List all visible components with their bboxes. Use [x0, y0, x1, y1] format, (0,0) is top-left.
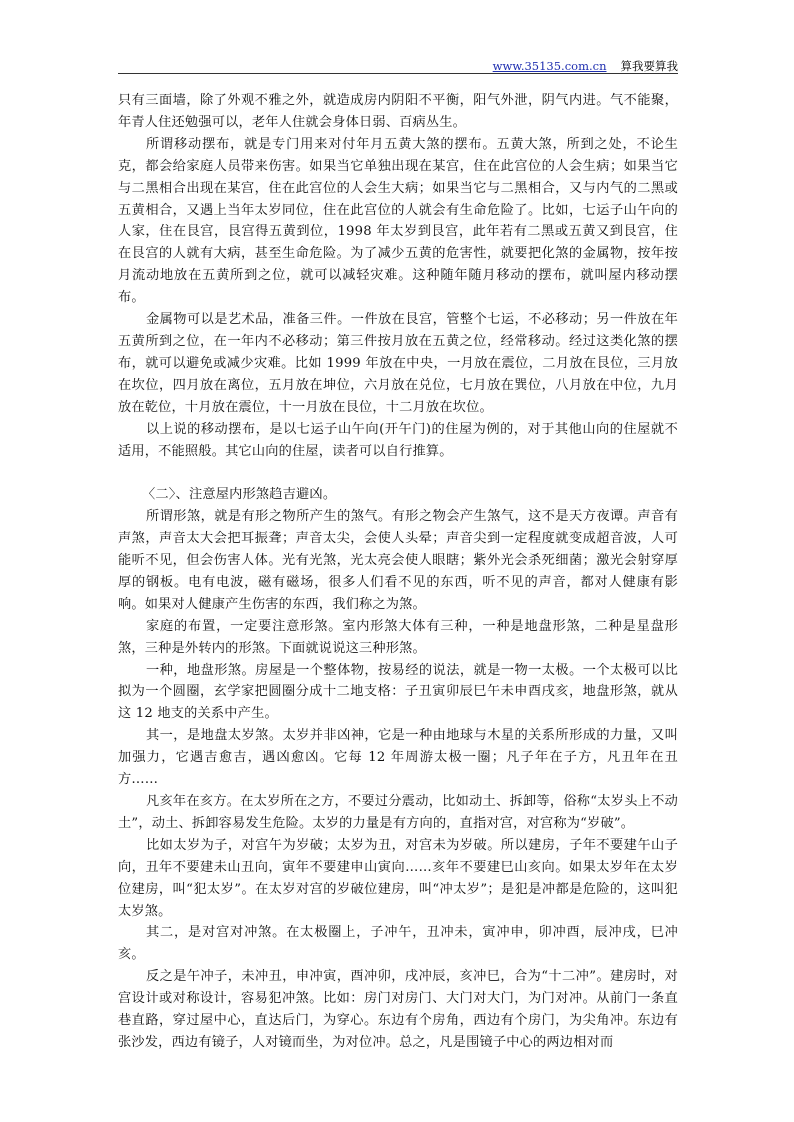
paragraph: 一种，地盘形煞。房屋是一个整体物，按易经的说法，就是一物一太极。一个太极可以比拟为一个圆圈，玄学家把圆圈分成十二地支格：子丑寅卯辰巳午未申酉戌亥，地盘形煞，就从这 12 地支的关系中产生。: [118, 662, 678, 722]
paragraph: 家庭的布置，一定要注意形煞。室内形煞大体有三种，一种是地盘形煞，二种是星盘形煞，三种是外转内的形煞。下面就说说这三种形煞。: [118, 618, 678, 656]
paragraph: 所谓形煞，就是有形之物所产生的煞气。有形之物会产生煞气，这不是天方夜谭。声音有声煞，声音太大会把耳振聋；声音太尖，会使人头晕；声音尖到一定程度就变成超音波，人可能听不见，但会伤害人体。光有光煞，光太亮会使人眼瞎；紫外光会杀死细菌；激光会射穿厚厚的钢板。电有电波，磁有磁场，很多人们看不见的东西，听不见的声音，都对人健康有影响。如果对人健康产生伤害的东西，我们称之为煞。: [118, 509, 678, 612]
paragraph: 其二，是对宫对冲煞。在太极圈上，子冲午，丑冲未，寅冲申，卯冲酉，辰冲戌，巳冲亥。: [118, 925, 678, 963]
section-heading: 〈二〉、注意屋内形煞趋吉避凶。: [142, 487, 337, 503]
paragraph: 凡亥年在亥方。在太岁所在之方，不要过分震动，比如动土、拆卸等，俗称“太岁头上不动土”，动土、拆卸容易发生危险。太岁的力量是有方向的，直指对宫，对宫称为“岁破”。: [118, 793, 678, 831]
site-title: 算我要算我: [620, 59, 678, 73]
page-header: [118, 58, 678, 74]
document-body: [118, 90, 678, 1054]
paragraph: 以上说的移动摆布，是以七运子山午向(开午门)的住屋为例的，对于其他山向的住屋就不适用，不能照般。其它山向的住屋，读者可以自行推算。: [118, 421, 678, 459]
paragraph: 只有三面墙，除了外观不雅之外，就造成房内阴阳不平衡，阳气外泄，阴气内进。气不能聚，年青人住还勉强可以，老年人住就会身体日弱、百病丛生。: [118, 93, 678, 130]
paragraph: 比如太岁为子，对宫午为岁破；太岁为丑，对宫未为岁破。所以建房，子年不要建午山子向，丑年不要建未山丑向，寅年不要建申山寅向……亥年不要建巳山亥向。如果太岁年在太岁位建房，叫“犯太岁”。在太岁对宫的岁破位建房，叫“冲太岁”；是犯是冲都是危险的，这叫犯太岁煞。: [118, 837, 678, 919]
paragraph: 其一，是地盘太岁煞。太岁并非凶神，它是一种由地球与木星的关系所形成的力量，又叫加强力，它遇吉愈吉，遇凶愈凶。它每 12 年周游太极一圈；凡子年在子方，凡丑年在丑方……: [118, 728, 678, 788]
site-link[interactable]: www.35135.com.cn: [492, 59, 607, 73]
header-rule: [118, 73, 678, 74]
paragraph: 反之是午冲子，未冲丑，申冲寅，酉冲卯，戌冲辰，亥冲巳，合为“十二冲”。建房时，对宫设计或对称设计，容易犯冲煞。比如：房门对房门、大门对大门，为门对冲。从前门一条直巷直路，穿过屋中心，直达后门，为穿心。东边有个房角，西边有个房门，为尖角冲。东边有张沙发，西边有镜子，人对镜而坐，为对位冲。总之，凡是围镜子中心的两边相对而: [118, 969, 678, 1050]
paragraph: 金属物可以是艺术品，准备三件。一件放在艮宫，管整个七运，不必移动；另一件放在年五黄所到之位，在一年内不必移动；第三件按月放在五黄之位，经常移动。经过这类化煞的摆布，就可以避免或减少灾难。比如 1999 年放在中央，一月放在震位，二月放在艮位，三月放在坎位，四月放在离位，五月放在坤位，六月放在兑位，七月放在巽位，八月放在中位，九月放在乾位，十月放在震位，十一月放在艮位，十二月放在坎位。: [118, 312, 678, 415]
paragraph: 所谓移动摆布，就是专门用来对付年月五黄大煞的摆布。五黄大煞，所到之处，不论生克，都会给家庭人员带来伤害。如果当它单独出现在某宫，住在此宫位的人会生病；如果当它与二黑相合出现在某宫，住在此宫位的人会生大病；如果当它与二黑相合，又与内气的二黑或五黄相合，又遇上当年太岁同位，住在此宫位的人就会有生命危险了。比如，七运子山午向的人家，住在艮宫，艮宫得五黄到位，1998 年太岁到艮宫，此年若有二黑或五黄又到艮宫，住在艮宫的人就有大病，甚至生命危险。为了减少五黄的危害性，就要把化煞的金属物，按年按月流动地放在五黄所到之位，就可以减轻灾难。这种随年随月移动的摆布，就叫屋内移动摆布。: [118, 136, 678, 306]
